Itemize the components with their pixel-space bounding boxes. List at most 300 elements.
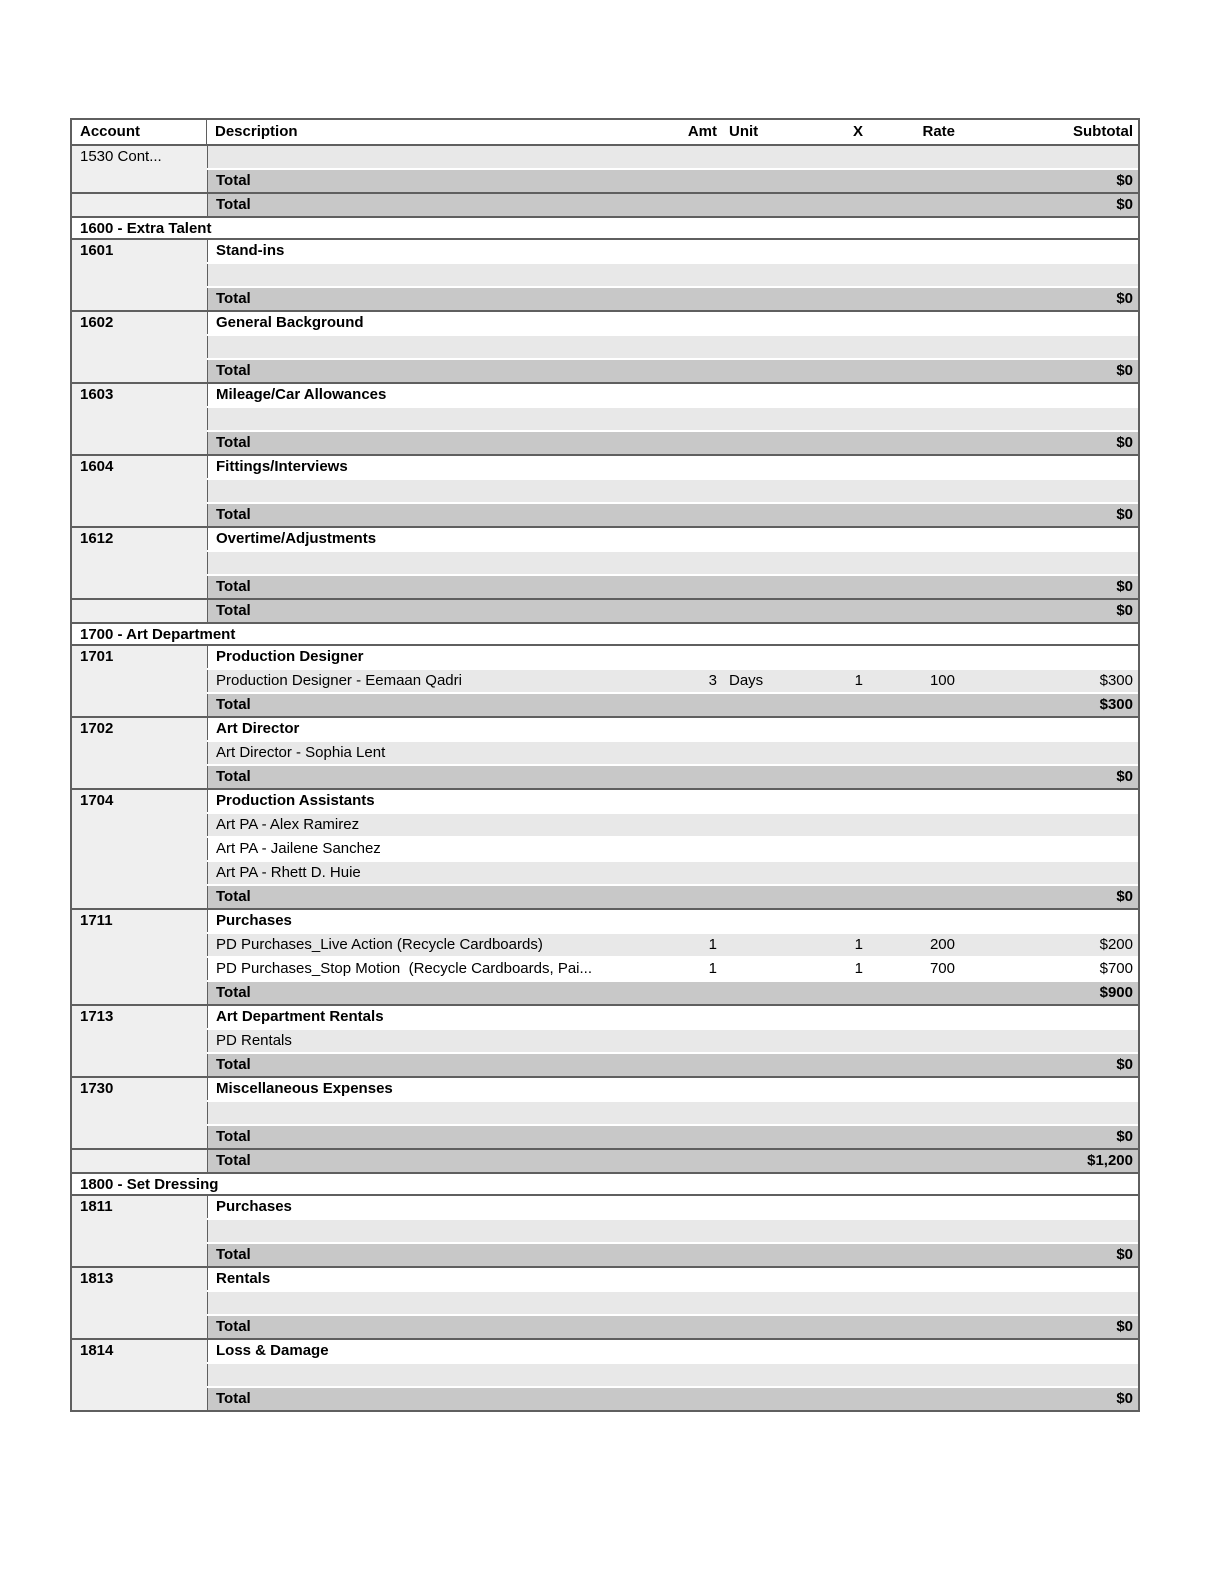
cell-rate — [869, 1316, 961, 1338]
cell-unit — [721, 1364, 776, 1386]
cell-rate — [869, 360, 961, 382]
cell-x — [776, 1316, 869, 1338]
cell-description: Total — [216, 172, 251, 189]
cell-description: Production Designer — [216, 648, 364, 665]
cell-subtotal: $0 — [1116, 888, 1133, 905]
group-rows — [207, 1150, 1138, 1172]
cell-rate — [869, 1220, 961, 1242]
cell-subtotal: $0 — [1116, 602, 1133, 619]
cell-x — [776, 504, 869, 526]
column-header-subtotal: Subtotal — [1073, 123, 1133, 140]
cell-x — [776, 1054, 869, 1076]
cell-subtotal: $0 — [1116, 1390, 1133, 1407]
cell-x — [776, 1126, 869, 1148]
detail-row — [207, 336, 1138, 358]
cell-unit — [721, 528, 776, 550]
cell-description — [208, 146, 666, 168]
cell-subtotal — [961, 1364, 1138, 1386]
account-cell: 1603 — [72, 384, 207, 454]
cell-description: Total — [216, 1246, 251, 1263]
cell-x: 1 — [854, 672, 863, 689]
cell-rate — [869, 982, 961, 1004]
account-group — [72, 1004, 1138, 1076]
account-total-row — [207, 1244, 1138, 1266]
detail-row — [207, 934, 1138, 956]
cell-unit — [721, 646, 776, 668]
cell-amt — [666, 1126, 721, 1148]
account-total-row — [207, 766, 1138, 788]
cell-rate — [869, 742, 961, 764]
cell-description: Art PA - Alex Ramirez — [216, 816, 360, 833]
detail-row — [207, 408, 1138, 430]
cell-description: Stand-ins — [216, 242, 285, 259]
cell-unit — [721, 600, 776, 622]
cell-subtotal: $0 — [1116, 1246, 1133, 1263]
detail-row — [207, 862, 1138, 884]
cell-unit — [721, 1196, 776, 1218]
cell-unit — [721, 146, 776, 168]
cell-subtotal: $1,200 — [1087, 1152, 1133, 1169]
cell-subtotal — [961, 910, 1138, 932]
department-total-block — [72, 1148, 1138, 1172]
cell-amt — [666, 600, 721, 622]
cell-subtotal: $700 — [1099, 960, 1133, 977]
cell-description: Art Director - Sophia Lent — [216, 744, 386, 761]
cell-description: Total — [216, 1056, 251, 1073]
account-cell: 1811 — [72, 1196, 207, 1266]
cell-amt — [666, 146, 721, 168]
detail-row — [207, 814, 1138, 836]
cell-description: Production Designer - Eemaan Qadri — [216, 672, 462, 689]
column-header-row — [72, 120, 1138, 144]
cell-x — [776, 718, 869, 740]
group-rows — [207, 528, 1138, 598]
cell-x: 1 — [854, 936, 863, 953]
cell-x — [776, 1078, 869, 1100]
cell-rate — [869, 384, 961, 406]
account-total-row — [207, 982, 1138, 1004]
cell-description: Total — [216, 984, 251, 1001]
cell-subtotal — [961, 528, 1138, 550]
cell-description: PD Purchases_Stop Motion (Recycle Cardboards, Pai... — [216, 960, 593, 977]
cell-x — [776, 766, 869, 788]
cell-subtotal: $0 — [1116, 1318, 1133, 1335]
cell-amt — [666, 1030, 721, 1052]
cell-amt — [666, 360, 721, 382]
cell-unit — [721, 1292, 776, 1314]
cell-subtotal — [961, 1030, 1138, 1052]
cell-subtotal — [961, 408, 1138, 430]
cell-subtotal — [961, 480, 1138, 502]
group-rows — [207, 1006, 1138, 1076]
department-total-row — [207, 194, 1138, 216]
cell-subtotal: $0 — [1116, 434, 1133, 451]
cell-amt — [666, 1388, 721, 1410]
cell-unit — [721, 862, 776, 884]
cell-rate — [869, 432, 961, 454]
cell-rate — [869, 1340, 961, 1362]
detail-row — [207, 480, 1138, 502]
group-header-row — [207, 1078, 1138, 1100]
cell-x: 1 — [854, 960, 863, 977]
cell-subtotal: $0 — [1116, 362, 1133, 379]
cell-subtotal: $0 — [1116, 196, 1133, 213]
cell-rate — [869, 694, 961, 716]
cell-subtotal — [961, 312, 1138, 334]
cell-x — [776, 264, 869, 286]
account-cell: 1814 — [72, 1340, 207, 1410]
account-total-row — [207, 170, 1138, 192]
cell-description: Total — [216, 290, 251, 307]
cell-x — [776, 336, 869, 358]
cell-x — [776, 694, 869, 716]
cell-unit — [721, 1220, 776, 1242]
account-cell: 1711 — [72, 910, 207, 1004]
group-rows — [207, 600, 1138, 622]
cell-description: Total — [216, 602, 251, 619]
cell-subtotal — [961, 146, 1138, 168]
cell-unit — [721, 790, 776, 812]
cell-rate — [869, 1126, 961, 1148]
account-cell: 1730 — [72, 1078, 207, 1148]
cell-description: Total — [216, 1128, 251, 1145]
cell-subtotal — [961, 646, 1138, 668]
cell-description — [208, 408, 666, 430]
cell-amt — [666, 1244, 721, 1266]
group-header-row — [207, 384, 1138, 406]
column-header-cells — [207, 120, 1138, 144]
cell-rate — [869, 1292, 961, 1314]
cell-amt: 1 — [708, 936, 717, 953]
cell-amt — [666, 742, 721, 764]
cell-amt — [666, 1006, 721, 1028]
cell-amt — [666, 814, 721, 836]
cell-description — [208, 552, 666, 574]
group-rows — [207, 240, 1138, 310]
cell-amt — [666, 528, 721, 550]
cell-unit — [721, 1078, 776, 1100]
account-total-row — [207, 694, 1138, 716]
cell-subtotal — [961, 1268, 1138, 1290]
cell-description: Purchases — [216, 1198, 292, 1215]
account-group — [72, 908, 1138, 1004]
detail-row — [207, 264, 1138, 286]
cell-rate — [869, 552, 961, 574]
cell-amt — [666, 480, 721, 502]
cell-description — [208, 1364, 666, 1386]
cell-subtotal — [961, 1340, 1138, 1362]
cell-unit: Days — [729, 672, 764, 689]
department-total-block — [72, 192, 1138, 216]
account-group — [72, 1266, 1138, 1338]
cell-rate — [869, 766, 961, 788]
account-group — [72, 1076, 1138, 1148]
cell-description: Miscellaneous Expenses — [216, 1080, 393, 1097]
cell-subtotal: $300 — [1099, 672, 1133, 689]
cell-subtotal: $0 — [1116, 578, 1133, 595]
group-rows — [207, 456, 1138, 526]
cell-amt — [666, 384, 721, 406]
account-total-row — [207, 576, 1138, 598]
cell-x — [776, 1030, 869, 1052]
cell-x — [776, 312, 869, 334]
department-total-row — [207, 1150, 1138, 1172]
cell-amt — [666, 1220, 721, 1242]
account-group — [72, 716, 1138, 788]
account-cell — [72, 600, 207, 622]
cell-amt — [666, 456, 721, 478]
cell-description: Total — [216, 434, 251, 451]
cell-subtotal — [961, 240, 1138, 262]
cell-unit — [721, 1150, 776, 1172]
cell-rate — [869, 312, 961, 334]
cell-rate — [869, 1388, 961, 1410]
group-rows — [207, 194, 1138, 216]
cell-unit — [721, 194, 776, 216]
account-cell: 1713 — [72, 1006, 207, 1076]
cell-x — [776, 1364, 869, 1386]
cell-subtotal — [961, 742, 1138, 764]
cell-description: Total — [216, 1318, 251, 1335]
detail-row — [207, 1220, 1138, 1242]
account-group — [72, 310, 1138, 382]
cell-unit — [721, 360, 776, 382]
cell-unit — [721, 1340, 776, 1362]
cell-x — [776, 790, 869, 812]
detail-row — [207, 552, 1138, 574]
cell-subtotal — [961, 1292, 1138, 1314]
cell-x — [776, 1150, 869, 1172]
group-rows — [207, 384, 1138, 454]
group-rows — [207, 146, 1138, 192]
cell-description — [208, 336, 666, 358]
cell-description: Mileage/Car Allowances — [216, 386, 387, 403]
cell-subtotal — [961, 790, 1138, 812]
cell-amt — [666, 1078, 721, 1100]
cell-amt — [666, 1364, 721, 1386]
group-header-row — [207, 910, 1138, 932]
cell-unit — [721, 934, 776, 956]
group-header-row — [207, 1006, 1138, 1028]
section-header-row: 1600 - Extra Talent — [72, 216, 1138, 238]
cell-unit — [721, 1388, 776, 1410]
cell-subtotal: $0 — [1116, 768, 1133, 785]
cell-description: Total — [216, 362, 251, 379]
cell-rate — [869, 528, 961, 550]
cell-subtotal — [961, 1006, 1138, 1028]
detail-row — [207, 1102, 1138, 1124]
cell-rate — [869, 1364, 961, 1386]
cell-description: PD Purchases_Live Action (Recycle Cardboards) — [216, 936, 543, 953]
cell-amt — [666, 1054, 721, 1076]
cell-rate — [869, 576, 961, 598]
cell-x — [776, 838, 869, 860]
cell-x — [776, 240, 869, 262]
cell-description: General Background — [216, 314, 364, 331]
cell-x — [776, 194, 869, 216]
cell-description: Purchases — [216, 912, 292, 929]
account-cell: 1702 — [72, 718, 207, 788]
cell-amt — [666, 408, 721, 430]
detail-row — [207, 1364, 1138, 1386]
account-cell: 1612 — [72, 528, 207, 598]
cell-amt — [666, 1340, 721, 1362]
cell-subtotal: $300 — [1099, 696, 1133, 713]
cell-rate — [869, 408, 961, 430]
cell-x — [776, 1340, 869, 1362]
cell-x — [776, 384, 869, 406]
cell-subtotal: $0 — [1116, 290, 1133, 307]
cell-x — [776, 862, 869, 884]
account-cell: 1604 — [72, 456, 207, 526]
group-header-row — [207, 240, 1138, 262]
cell-description: Fittings/Interviews — [216, 458, 348, 475]
cell-amt — [666, 552, 721, 574]
account-group — [72, 788, 1138, 908]
cell-x — [776, 1102, 869, 1124]
cell-rate — [869, 814, 961, 836]
cell-unit — [721, 814, 776, 836]
cell-subtotal: $0 — [1116, 1128, 1133, 1145]
cell-unit — [721, 1268, 776, 1290]
cell-x — [776, 552, 869, 574]
cell-amt — [666, 1268, 721, 1290]
cell-amt — [666, 504, 721, 526]
cell-x — [776, 886, 869, 908]
cell-description — [208, 1220, 666, 1242]
cell-description: Total — [216, 578, 251, 595]
cell-x — [776, 432, 869, 454]
cell-subtotal — [961, 384, 1138, 406]
cell-unit — [721, 1030, 776, 1052]
cell-subtotal: $0 — [1116, 172, 1133, 189]
cell-description — [208, 1292, 666, 1314]
account-total-row — [207, 432, 1138, 454]
detail-row — [207, 1292, 1138, 1314]
cell-unit — [721, 694, 776, 716]
cell-subtotal — [961, 862, 1138, 884]
cell-x — [776, 1196, 869, 1218]
cell-x — [776, 528, 869, 550]
cell-unit — [721, 1102, 776, 1124]
cell-description: Total — [216, 506, 251, 523]
cell-unit — [721, 838, 776, 860]
cell-description: Art PA - Rhett D. Huie — [216, 864, 361, 881]
account-group — [72, 454, 1138, 526]
cell-x — [776, 1388, 869, 1410]
group-header-row — [207, 312, 1138, 334]
cell-subtotal — [961, 264, 1138, 286]
cell-x — [776, 170, 869, 192]
group-rows — [207, 1268, 1138, 1338]
cell-x — [776, 1268, 869, 1290]
cell-x — [776, 1006, 869, 1028]
cell-rate: 200 — [929, 936, 955, 953]
cell-description — [208, 480, 666, 502]
column-header-rate: Rate — [922, 123, 955, 140]
account-total-row — [207, 288, 1138, 310]
detail-row — [207, 958, 1138, 980]
cell-rate — [869, 1054, 961, 1076]
cell-subtotal — [961, 1220, 1138, 1242]
account-total-row — [207, 1054, 1138, 1076]
cell-unit — [721, 742, 776, 764]
account-total-row — [207, 1388, 1138, 1410]
account-total-row — [207, 504, 1138, 526]
detail-row — [207, 146, 1138, 168]
cell-subtotal — [961, 1102, 1138, 1124]
cell-unit — [721, 982, 776, 1004]
cell-unit — [721, 1126, 776, 1148]
group-header-row — [207, 1340, 1138, 1362]
cell-unit — [721, 336, 776, 358]
cell-rate — [869, 456, 961, 478]
cell-rate — [869, 1102, 961, 1124]
account-total-row — [207, 1316, 1138, 1338]
cell-unit — [721, 1006, 776, 1028]
cell-unit — [721, 504, 776, 526]
cell-description: Total — [216, 1152, 251, 1169]
cell-rate — [869, 790, 961, 812]
cell-description: Art Director — [216, 720, 300, 737]
group-rows — [207, 646, 1138, 716]
cell-x — [776, 1292, 869, 1314]
cell-unit — [721, 1316, 776, 1338]
cell-description: Total — [216, 696, 251, 713]
account-cell — [72, 1150, 207, 1172]
cell-rate — [869, 170, 961, 192]
cell-rate — [869, 504, 961, 526]
cell-rate: 100 — [929, 672, 955, 689]
account-group — [72, 1338, 1138, 1410]
cell-subtotal — [961, 814, 1138, 836]
cell-amt — [666, 194, 721, 216]
group-header-row — [207, 1196, 1138, 1218]
column-header-account: Account — [72, 120, 207, 144]
cell-rate — [869, 600, 961, 622]
group-header-row — [207, 790, 1138, 812]
group-header-row — [207, 718, 1138, 740]
cell-x — [776, 480, 869, 502]
cell-subtotal — [961, 336, 1138, 358]
cell-amt — [666, 312, 721, 334]
cell-subtotal: $200 — [1099, 936, 1133, 953]
cell-amt — [666, 838, 721, 860]
column-header-unit: Unit — [729, 123, 759, 140]
cell-rate — [869, 1150, 961, 1172]
cell-unit — [721, 576, 776, 598]
cell-unit — [721, 432, 776, 454]
department-total-row — [207, 600, 1138, 622]
account-cell: 1530 Cont... — [72, 146, 207, 192]
cell-x — [776, 742, 869, 764]
detail-row — [207, 838, 1138, 860]
cell-amt — [666, 170, 721, 192]
cell-x — [776, 456, 869, 478]
cell-amt — [666, 432, 721, 454]
cell-rate — [869, 480, 961, 502]
cell-rate — [869, 886, 961, 908]
group-header-row — [207, 646, 1138, 668]
group-rows — [207, 790, 1138, 908]
group-rows — [207, 1340, 1138, 1410]
cell-rate — [869, 1030, 961, 1052]
cell-subtotal: $900 — [1099, 984, 1133, 1001]
cell-subtotal — [961, 456, 1138, 478]
column-header-amt: Amt — [687, 123, 717, 140]
cell-amt — [666, 264, 721, 286]
cell-unit — [721, 552, 776, 574]
